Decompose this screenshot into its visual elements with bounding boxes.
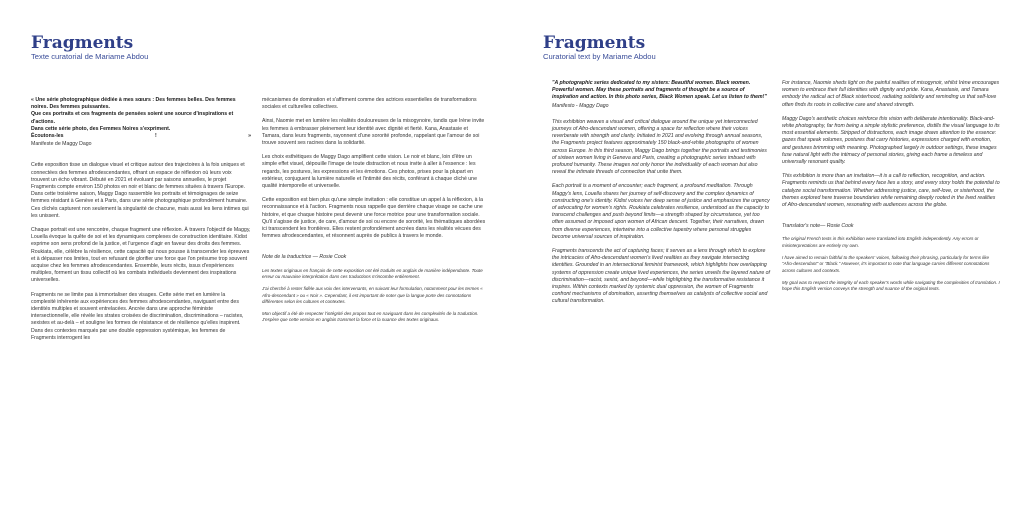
english-column-2 — [782, 80, 1000, 299]
paragraph: Cette exposition tisse un dialogue visuel et critique autour des trajectoires à la fois uniques et connectées des femmes afrodescendantes, offrant un espace de réflexion où leurs voix trouvent un écho vibrant. Débuté en 2021 et évoluant par saisons annuelles, le projet Fragments compte environ 150 photos en noir et blanc de femmes situées à travers l'Europe. Dans cette troisième saison, Maggy Dago rassemble les portraits et témoignages de seize femmes résidant à Genève et à Paris, dans une série photographique profondément humaine. Ces clichés capturent non seulement la singularité de chacune, mais aussi les liens intimes qui les unissent. — [31, 162, 249, 219]
quote-sig-text: Écoutons-les — [31, 133, 64, 140]
paragraph: mécanismes de domination et s'affirment comme des actrices essentielles de transformations sociales et culturelles collectives. — [262, 97, 477, 111]
page-subtitle: Curatorial text by Mariame Abdou — [543, 52, 656, 61]
paragraph: Maggy Dago's aesthetic choices reinforce this vision with deliberate intentionality. Black-and-white photography, far from being a simple stylistic preference, distills the visual language to its most essential elements. Stripped of distractions, each image draws attention to the essence: gazes that speak volumes, postures that carry histories, expressions charged with emotion, and gestures brimming with meaning. Photographed largely in outdoor settings, these images fuse natural light with the intimacy of personal stories, giving each frame a timeless and universally resonant quality. — [782, 115, 1000, 166]
paragraph: Each portrait is a moment of encounter; each fragment, a profound meditation. Through Maggy's lens, Louella shares her journey of self-discovery and the complex dynamics of constructing one's identity. Kidist voices her deep sense of justice and emphasizes the urgency of advocating for women's rights. Roukiata celebrates resilience, understood as the capacity to transcend challenges and push beyond limits—a strength shaped by circumstance, yet too often assumed or imposed upon women of African descent. Together, their narratives, drawn from diverse experiences, intertwine into a collective tapestry where personal struggles become universal sources of inspiration. — [552, 183, 770, 240]
quote-line: Que ces portraits et ces fragments de pensées soient une source d'inspirations et d'actions. — [31, 111, 234, 125]
french-column-2 — [262, 97, 486, 330]
note-title: Translator's note— Rosie Cook — [782, 223, 854, 230]
quote-attribution: Manifesto - Maggy Dago — [552, 102, 609, 109]
english-page — [512, 0, 1024, 512]
paragraph: Les choix esthétiques de Maggy Dago amplifient cette vision. Le noir et blanc, loin d'être un simple effet visuel, dépouille l'image de toute distraction et nous invite à aller à l'essence : les regards, les postures, les expressions et les émotions. Ces photos, prises pour la plupart en extérieur, conjuguent la lumière naturelle et l'intimité des récits, conférant à chaque cliché une qualité intemporelle et universelle. — [262, 154, 477, 190]
french-column-1 — [31, 97, 251, 349]
paragraph: This exhibition weaves a visual and critical dialogue around the unique yet interconnected journeys of Afro-descendant women, offering a space for reflection where their voices reverberate with strength and clarity. Initiated in 2021 and evolving through annual seasons, the Fragments project features approximately 150 black-and-white photographs of women across Europe. In this third season, Maggy Dago brings together the portraits and testimonies of sixteen women living in Geneva and Paris, creating a photographic series imbued with profound humanity. These images not only honor the individuality of each woman but also reveal the intimate threads of connection that unite them. — [552, 118, 767, 176]
quote-attribution: Manifeste de Maggy Dago — [31, 141, 92, 148]
note-paragraph: Mon objectif a été de respecter l'intégrité des propos tout en naviguant dans les complexités de la traduction. J'espère que cette version en anglais transmet la force et la nuance des textes originaux. — [262, 311, 479, 323]
page-subtitle: Texte curatorial de Mariame Abdou — [31, 52, 149, 61]
paragraph: This exhibition is more than an invitation—it is a call to reflection, recognition, and action. Fragments reminds us that behind every face lies a story, and every story holds the potential to catalyze social transformation. Whether addressing justice, care, self-love, or sisterhood, the themes explored here traverse boundaries while remaining deeply rooted in the lived realities of Afro-descendant women, resonating with audiences across the globe. — [782, 173, 1000, 209]
page-title: Fragments — [31, 33, 134, 53]
quote-line: Dans cette série photo, des Femmes Noires s'expriment. — [31, 125, 171, 132]
note-paragraph: J'ai cherché à rester fidèle aux voix des intervenants, en suivant leur formulation, notamment pour les termes « Afro-descendant » ou « Noir ». Cependant, il est important de noter que la langue porte des connotations différentes selon les cultures et contextes. — [262, 286, 483, 304]
manifesto-quote — [31, 97, 251, 140]
note-title: Note de la traductrice — Rosie Cook — [262, 254, 347, 261]
translator-note — [262, 254, 486, 323]
page-title: Fragments — [543, 33, 646, 53]
quote-sig-mark: ! — [154, 133, 157, 140]
note-paragraph: Les textes originaux en français de cette exposition ont été traduits en anglais de manière indépendante. Toute erreur ou mauvaise interprétation dans ces traductions m'incombe entièrement. — [262, 267, 483, 279]
paragraph: Cette exposition est bien plus qu'une simple invitation : elle constitue un appel à la réflexion, à la reconnaissance et à l'action. Fragments nous rappelle que derrière chaque visage se cache une histoire, et que chaque histoire peut devenir une force motrice pour une transformation sociale. Qu'il s'agisse de justice, de care, d'amour de soi ou encore de sororité, les thématiques abordées ici transcendent les frontières. Elles restent profondément ancrées dans les réalités vécues des femmes afrodescendantes, et résonnent auprès de publics à travers le monde. — [262, 197, 486, 240]
paragraph: Fragments transcends the act of capturing faces; it serves as a lens through which to explore the intricacies of Afro-descendant women's lived realities as they navigate intersecting identities. Grounded in an intersectional feminist framework, which highlights how overlapping systems of oppression create unique lived experiences, the series unveils the layered nature of discrimination—racist, sexist, and beyond—while highlighting the transformative resistance it inspires. Within contexts marked by systemic dual oppression, the women of Fragments confront mechanisms of domination, asserting themselves as catalysts of collective social and cultural transformation. — [552, 248, 770, 305]
manifesto-quote: "A photographic series dedicated to my sisters: Beautiful women. Black women. Powerful women. May these portraits and fragments of thought be a source of inspiration and action. In this photo series, Black Women speak. Let us listen to them!" — [552, 80, 767, 101]
english-column-1 — [552, 80, 770, 313]
note-paragraph: My goal was to respect the integrity of each speaker's words while navigating the complexities of translation. I hope this English version conveys the strength and nuance of the original texts. — [782, 279, 1000, 292]
note-paragraph: The original French texts in this exhibition were translated into English independently. Any errors or misinterpretations are entirely my own. — [782, 236, 979, 248]
paragraph: Ainsi, Naomie met en lumière les réalités douloureuses de la misogynoire, tandis que Irène invite les femmes à embrasser pleinement leur identité avec dignité et fierté. Kana, Anastasie et Tamara, dans leurs fragments, rayonnent d'une sororité profonde, rappelant que l'amour de soi trouve souvent ses racines dans la solidarité. — [262, 118, 485, 147]
note-paragraph: I have aimed to remain faithful to the speakers' voices, following their phrasing, particularly for terms like "Afro-descendant" or "Black." However, it's important to note that language carries different connotations across cultures and contexts. — [782, 255, 990, 273]
paragraph: Fragments ne se limite pas à immortaliser des visages. Cette série met en lumière la complexité inhérente aux expériences des femmes afrodescendantes, naviguant entre des identités multiples et souvent entrelacées. Ancrée dans une approche féministe intersectionnelle, elle révèle les strates croisées de discrimination, discriminations – racistes, sexistes et au-delà – et souligne les formes de résistance et de résilience qu'elles inspirent. Dans des contextes marqués par une double oppression systémique, les femmes de Fragments interrogent les — [31, 291, 244, 341]
quote-line: « Une série photographique dédiée à mes sœurs : Des femmes belles. Des femmes noires. Des femmes puissantes. — [31, 97, 236, 111]
paragraph: For instance, Naomie sheds light on the painful realities of misogynoir, whilst Irène encourages women to embrace their full identities with dignity and pride. Kana, Anastasie, and Tamara embody the radical act of Black sisterhood, radiating solidarity and reminding us that self-love often finds its roots in collective care and shared strength. — [782, 80, 1000, 108]
translator-note — [782, 223, 1000, 292]
paragraph: Chaque portrait est une rencontre, chaque fragment une réflexion. À travers l'objectif de Maggy, Louella évoque la quête de soi et les dynamiques complexes de construction identitaire. Kidist exprime son sens profond de la justice, et l'urgence d'agir en faveur des droits des femmes. Roukiata, elle, célèbre la résilience, cette capacité qui nous pousse à transcender les épreuves et à dépasser nos limites, tout en refusant de glorifier une force que l'on présume trop souvent acquise chez les femmes afrodescendantes. Ensemble, leurs récits, issus d'expériences multiples, forment un tissu collectif où les combats individuels deviennent des inspirations universelles. — [31, 227, 251, 284]
quote-sig-close: » — [248, 133, 251, 140]
quote-signature — [31, 133, 251, 140]
